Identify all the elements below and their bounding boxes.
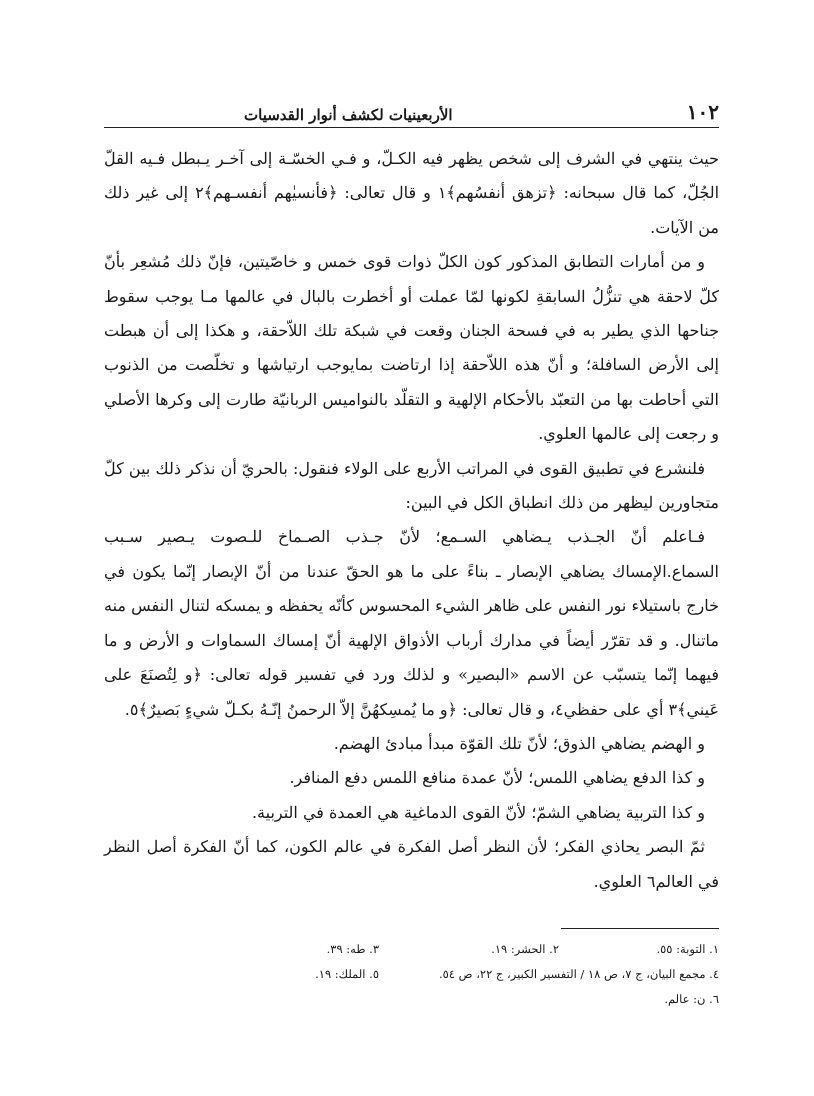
page-number: ١٠٢ <box>686 100 719 124</box>
page-body <box>104 142 719 899</box>
footnote: ٦. ن: عالم. <box>664 992 719 1006</box>
footnote: ٥. الملك: ١٩. <box>315 967 379 981</box>
paragraph: فلنشرع في تطبيق القوى في المراتب الأربع على الولاء فنقول: بالحريّ أن نذكر ذلك بين كلّ متجاورين ليظهر من ذلك انطباق الكل في البين: <box>104 458 719 513</box>
footnote-row <box>104 962 719 987</box>
running-title: الأربعينيات لكشف أنوار القدسيات <box>244 106 453 124</box>
footnote: ٤. مجمع البيان، ج ٧، ص ١٨ / التفسير الكبير، ج ٢٢، ص ٥٤. <box>438 967 719 981</box>
paragraph: فـاعلم أنّ الجـذب يـضاهي السـمع؛ لأنّ جـذب الصـماخ للـصوت يـصير سـبب السماع.الإمساك يضاهي الإبصار ـ بناءً على ما هو الحقّ عندنا من أنّ الإبصار إنّما يكون في خارج باستيلاء نور النفس على ظاهر الشيء المحسوس كأنّه يحفظه و يمسكه لتنال النفس منه ماتنال. و قد تقرّر أيضاً في مدارك أرباب الأذواق الإلهية أنّ إمساك السماوات و الأرض و ما فيهما إنّما يتسبّب عن الاسم «البصير» و لذلك ورد في تفسير قوله تعالى: ﴿و لِتُصنَعَ على عَيني﴾٣ أي على حفظي٤، و قال تعالى: ﴿و ما يُمسِكهُنَّ إلاّ الرحمنُ إنّـهُ بكـلّ شيءٍ بَصيرٌ﴾٥. <box>104 527 720 719</box>
paragraph: حيث ينتهي في الشرف إلى شخص يظهر فيه الكـلّ، و فـي الخسّـة إلى آخـر يـبطل فـيه القلّ الجُلّ، كما قال سبحانه: ﴿تزهق أنفسُهم﴾١ و قال تعالى: ﴿فأنسيٰهم أنفسـهم﴾٢ إلى غير ذلك من الآيات. <box>104 149 720 237</box>
footnote-divider <box>561 928 719 929</box>
footnote: ٣. طه: ٣٩. <box>326 942 379 956</box>
page-header <box>104 92 719 128</box>
paragraph: و كذا التربية يضاهي الشمّ؛ لأنّ القوى الدماغية هي العمدة في التربية. <box>251 802 705 822</box>
footnote: ٢. الحشر: ١٩. <box>491 942 559 956</box>
paragraph: و الهضم يضاهي الذوق؛ لأنّ تلك القوّة مبدأ مبادئ الهضم. <box>333 733 705 753</box>
footnote-row <box>104 937 719 962</box>
footnotes <box>104 928 719 1012</box>
footnote-row <box>104 987 719 1012</box>
paragraph: ثمّ البصر يحاذي الفكر؛ لأن النظر أصل الفكرة في عالم الكون، كما أنّ الفكرة أصل النظر في العالم٦ العلوي. <box>104 837 719 891</box>
paragraph: و كذا الدفع يضاهي اللمس؛ لأنّ عمدة منافع اللمس دفع المنافر. <box>289 768 705 788</box>
paragraph: و من أمارات التطابق المذكور كون الكلّ ذوات قوى خمس و خاصّيتين، فإنّ ذلك مُشعِر بأنّ كلّ لاحقة هي تنزُّلُ السابقةِ لكونها لمّا عملت أو أخطرت بالبال في عالمها مـا يوجب سقوط جناحها الذي يطير به في فسحة الجنان وقعت في شبكة تلك اللاّحقة، و هكذا إلى أن هبطت إلى الأرض السافلة؛ و أنّ هذه اللاّحقة إذا ارتاضت بمايوجب ارتياشها و تخلّصت من الذنوب التي أحاطت بها من التعبّد بالأحكام الإلهية و التقلّد بالنواميس الربانيّة طارت إلى وكرها الأصلي و رجعت إلى عالمها العلوي. <box>104 252 719 444</box>
footnote: ١. التوبة: ٥٥. <box>656 942 719 956</box>
book-page <box>104 92 719 1022</box>
